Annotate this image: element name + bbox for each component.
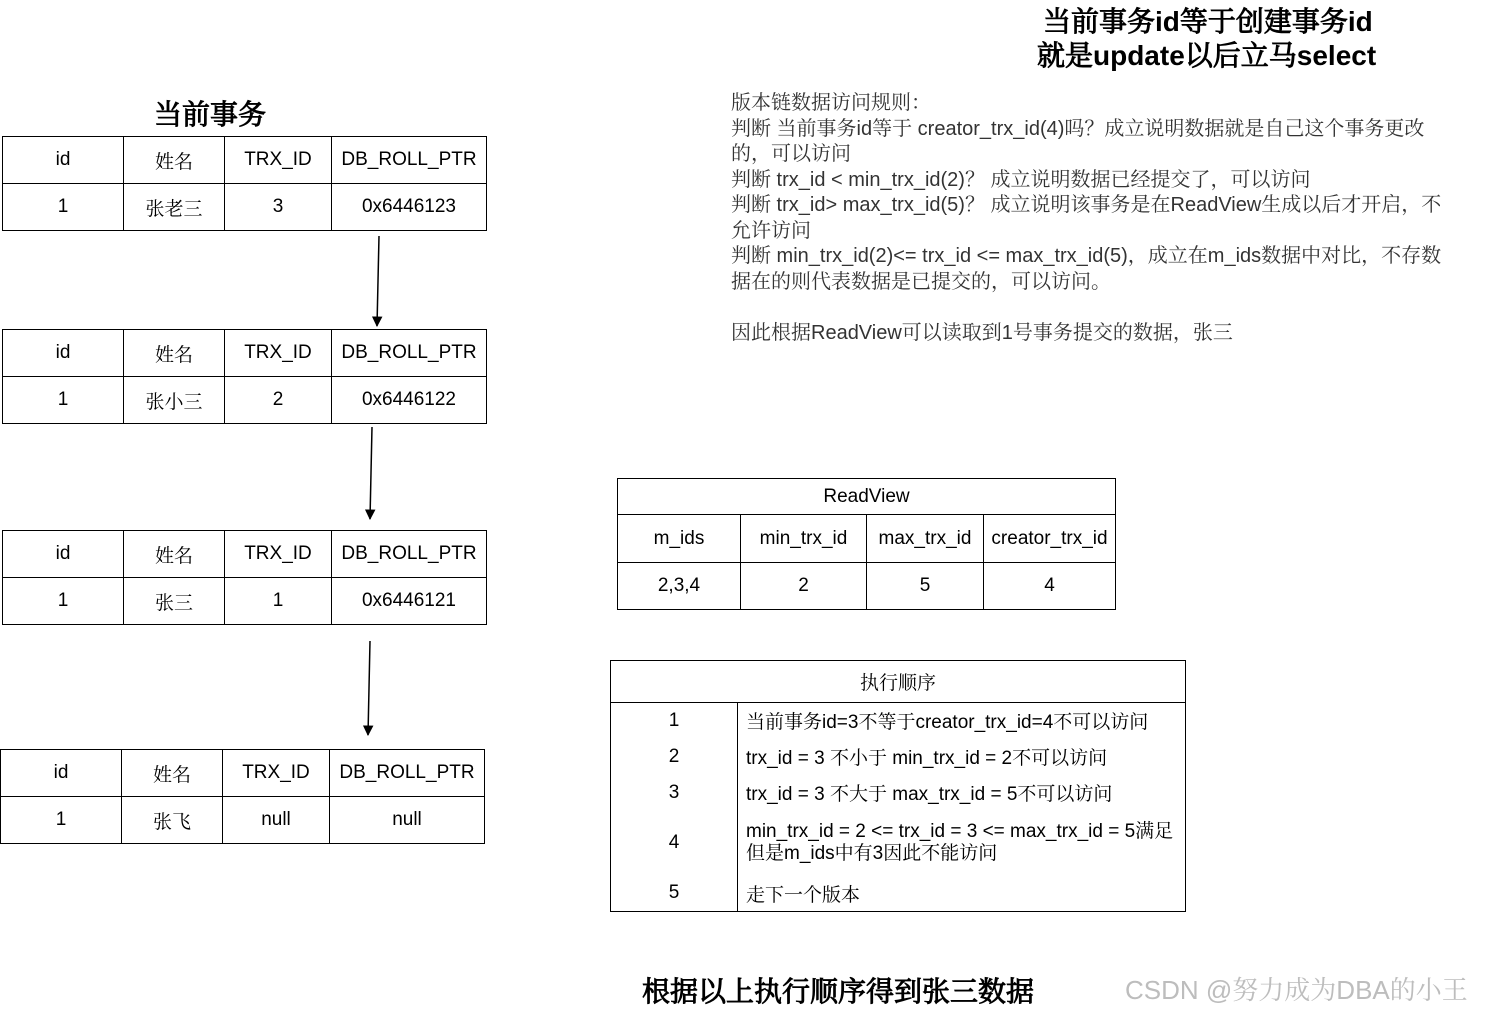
cell-roll-ptr: 0x6446123: [332, 184, 487, 231]
cell-id: 1: [1, 797, 122, 844]
readview-value-creator-trx-id: 4: [984, 563, 1116, 610]
execution-step-row: [611, 811, 1186, 876]
readview-header-max-trx-id: max_trx_id: [867, 515, 984, 563]
readview-value-m-ids: 2,3,4: [618, 563, 741, 610]
top-title-line-1: 当前事务id等于创建事务id: [1043, 6, 1373, 37]
roll-ptr-arrow-1: [377, 236, 379, 326]
readview-header-creator-trx-id: creator_trx_id: [984, 515, 1116, 563]
col-header-roll-ptr: DB_ROLL_PTR: [332, 531, 487, 578]
step-number: 5: [611, 876, 738, 912]
cell-trx-id: 1: [225, 578, 332, 625]
col-header-name: 姓名: [124, 137, 225, 184]
col-header-id: id: [3, 137, 124, 184]
col-header-trx-id: TRX_ID: [225, 330, 332, 377]
cell-trx-id: 3: [225, 184, 332, 231]
csdn-watermark: CSDN @努力成为DBA的小王: [1125, 975, 1468, 1005]
step-number: 4: [611, 811, 738, 876]
step-text: trx_id = 3 不大于 max_trx_id = 5不可以访问: [746, 784, 1113, 805]
readview-title: ReadView: [618, 479, 1116, 515]
col-header-trx-id: TRX_ID: [223, 750, 330, 797]
step-number: 1: [611, 703, 738, 739]
col-header-id: id: [3, 531, 124, 578]
execution-step-row: [611, 703, 1186, 739]
readview-value-row: [618, 563, 1116, 610]
readview-header-m-ids: m_ids: [618, 515, 741, 563]
cell-id: 1: [3, 377, 124, 424]
step-text: 走下一个版本: [746, 884, 861, 906]
col-header-name: 姓名: [124, 330, 225, 377]
step-text: min_trx_id = 2 <= trx_id = 3 <= max_trx_id = 5满足 但是m_ids中有3因此不能访问: [746, 821, 1174, 864]
access-rules-text: 版本链数据访问规则： 判断 当前事务id等于 creator_trx_id(4)吗？成立说明数据就是自己这个事务更改 的，可以访问 判断 trx_id < min_trx_id(2)？ 成立说明数据已经提交了，可以访问 判断 trx_id> max_trx_id(5)？ 成立说明该事务是在ReadView生成以后才开启，不 允许访问 判断 min_trx_id(2)<= trx_id <= max_trx_id(5)，成立在m_ids数据中对比，不存数 据在的则代表数据是已提交的，可以访问。 因此根据ReadView可以读取到1号事务提交的数据，张三: [731, 92, 1442, 344]
col-header-roll-ptr: DB_ROLL_PTR: [332, 330, 487, 377]
step-number: 3: [611, 775, 738, 811]
col-header-id: id: [3, 330, 124, 377]
readview-value-min-trx-id: 2: [741, 563, 867, 610]
col-header-roll-ptr: DB_ROLL_PTR: [332, 137, 487, 184]
readview-table: [617, 478, 1116, 610]
conclusion-title: 根据以上执行顺序得到张三数据: [642, 976, 1035, 1007]
step-number: 2: [611, 739, 738, 775]
col-header-id: id: [1, 750, 122, 797]
cell-roll-ptr: null: [330, 797, 485, 844]
readview-value-max-trx-id: 5: [867, 563, 984, 610]
cell-name: 张三: [124, 578, 225, 625]
execution-order-table: [610, 660, 1186, 912]
step-text: trx_id = 3 不小于 min_trx_id = 2不可以访问: [746, 748, 1108, 769]
col-header-name: 姓名: [122, 750, 223, 797]
execution-order-title: 执行顺序: [611, 661, 1186, 703]
roll-ptr-arrow-3: [368, 641, 370, 735]
cell-roll-ptr: 0x6446121: [332, 578, 487, 625]
cell-name: 张飞: [122, 797, 223, 844]
col-header-trx-id: TRX_ID: [225, 137, 332, 184]
cell-roll-ptr: 0x6446122: [332, 377, 487, 424]
col-header-name: 姓名: [124, 531, 225, 578]
step-text: 当前事务id=3不等于creator_trx_id=4不可以访问: [746, 712, 1149, 734]
cell-trx-id: null: [223, 797, 330, 844]
cell-trx-id: 2: [225, 377, 332, 424]
readview-header-min-trx-id: min_trx_id: [741, 515, 867, 563]
col-header-roll-ptr: DB_ROLL_PTR: [330, 750, 485, 797]
cell-name: 张老三: [124, 184, 225, 231]
cell-id: 1: [3, 184, 124, 231]
top-title-line-2: 就是update以后立马select: [1037, 40, 1377, 71]
col-header-trx-id: TRX_ID: [225, 531, 332, 578]
cell-name: 张小三: [124, 377, 225, 424]
execution-step-row: [611, 739, 1186, 775]
cell-id: 1: [3, 578, 124, 625]
execution-step-row: [611, 876, 1186, 912]
execution-step-row: [611, 775, 1186, 811]
readview-header-row: [618, 515, 1116, 563]
current-transaction-title: 当前事务: [154, 99, 267, 130]
roll-ptr-arrow-2: [370, 427, 372, 519]
